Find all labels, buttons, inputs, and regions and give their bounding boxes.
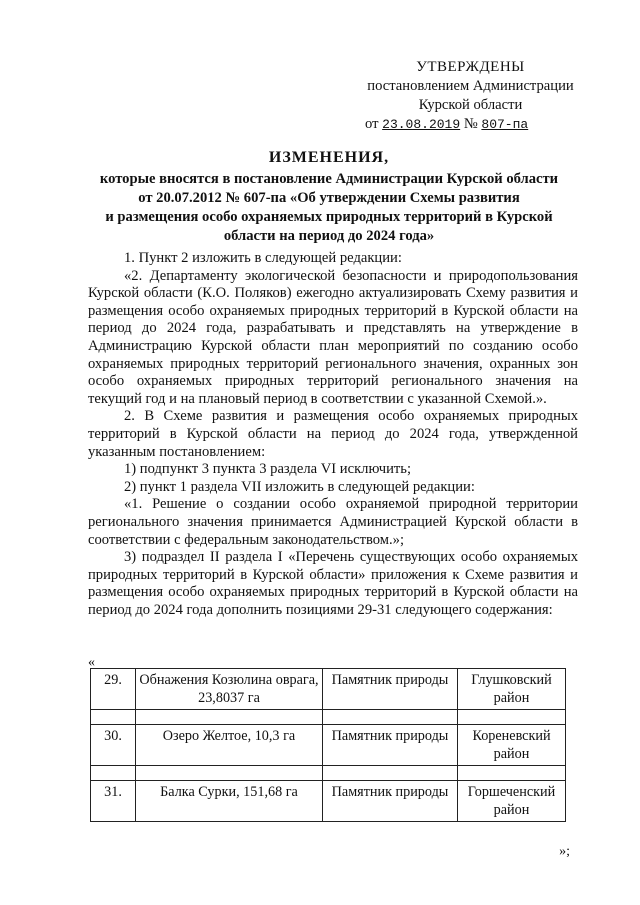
approval-line: Курской области bbox=[418, 97, 523, 113]
protected-areas-table bbox=[90, 668, 566, 822]
row-number: 30. bbox=[91, 725, 136, 766]
quote-open: « bbox=[88, 655, 95, 670]
paragraph: 2) пункт 1 раздела VII изложить в следующей редакции: bbox=[124, 478, 475, 495]
empty-cell bbox=[91, 710, 136, 725]
empty-cell bbox=[91, 766, 136, 781]
empty-cell bbox=[323, 710, 458, 725]
title-main: ИЗМЕНЕНИЯ, bbox=[268, 149, 390, 166]
paragraph: «2. Департаменту экологической безопасности и природопользования Курской области (К.О. Поляков) ежегодно актуализировать Схему развития и размещения особо охраняемых природных территорий в Курской области на период до 2024 года, разрабатывать и представлять на утверждение в Администрацию Курской области план мероприятий по созданию особо охраняемых природных территорий регионального значения, охранных зон особо охраняемых природных территорий регионального значения на текущий год и на плановый период в соответствии с указанной Схемой.». bbox=[88, 267, 578, 407]
area-district: Глушковский район bbox=[458, 669, 566, 710]
table-row bbox=[91, 725, 566, 766]
approval-line: постановлением Администрации bbox=[367, 78, 574, 94]
date-prefix: от bbox=[365, 116, 379, 132]
empty-cell bbox=[458, 710, 566, 725]
area-name: Обнажения Козюлина оврага, 23,8037 га bbox=[136, 669, 323, 710]
area-district: Горшеченский район bbox=[458, 781, 566, 822]
empty-cell bbox=[323, 766, 458, 781]
empty-cell bbox=[458, 766, 566, 781]
approval-date-line bbox=[363, 115, 578, 134]
approval-number: 807-па bbox=[481, 117, 529, 132]
row-number: 31. bbox=[91, 781, 136, 822]
area-name: Озеро Желтое, 10,3 га bbox=[136, 725, 323, 766]
quote-close: »; bbox=[559, 844, 570, 859]
area-district: Кореневский район bbox=[458, 725, 566, 766]
title-line: области на период до 2024 года» bbox=[223, 228, 435, 244]
paragraph: 2. В Схеме развития и размещения особо охраняемых природных территорий в Курской области на период до 2024 года, утвержденной указанным постановлением: bbox=[88, 408, 578, 460]
paragraph: «1. Решение о создании особо охраняемой природной территории регионального значения принимается Администрацией Курской области в соответствии с федеральным законодательством.»; bbox=[88, 496, 578, 548]
document-body bbox=[88, 250, 578, 619]
table-row bbox=[91, 669, 566, 710]
table-spacer-row bbox=[91, 766, 566, 781]
empty-cell bbox=[136, 766, 323, 781]
area-name: Балка Сурки, 151,68 га bbox=[136, 781, 323, 822]
document-title bbox=[80, 148, 578, 246]
title-line: от 20.07.2012 № 607-па «Об утверждении Схемы развития bbox=[138, 190, 520, 206]
title-line: и размещения особо охраняемых природных территорий в Курской bbox=[105, 209, 553, 225]
area-kind: Памятник природы bbox=[323, 725, 458, 766]
number-sign: № bbox=[463, 116, 478, 132]
approval-date: 23.08.2019 bbox=[382, 117, 461, 132]
title-line: которые вносятся в постановление Администрации Курской области bbox=[99, 171, 559, 187]
table-spacer-row bbox=[91, 710, 566, 725]
table-row bbox=[91, 781, 566, 822]
paragraph: 3) подраздел II раздела I «Перечень существующих особо охраняемых природных территорий в Курской области» приложения к Схеме развития и размещения особо охраняемых природных территорий в Курской области на период до 2024 года дополнить позициями 29-31 следующего содержания: bbox=[88, 549, 578, 618]
row-number: 29. bbox=[91, 669, 136, 710]
empty-cell bbox=[136, 710, 323, 725]
approval-stamp bbox=[363, 58, 578, 134]
paragraph: 1. Пункт 2 изложить в следующей редакции: bbox=[124, 250, 402, 266]
paragraph: 1) подпункт 3 пункта 3 раздела VI исключить; bbox=[124, 461, 412, 478]
area-kind: Памятник природы bbox=[323, 781, 458, 822]
approval-heading: УТВЕРЖДЕНЫ bbox=[416, 59, 525, 75]
area-kind: Памятник природы bbox=[323, 669, 458, 710]
